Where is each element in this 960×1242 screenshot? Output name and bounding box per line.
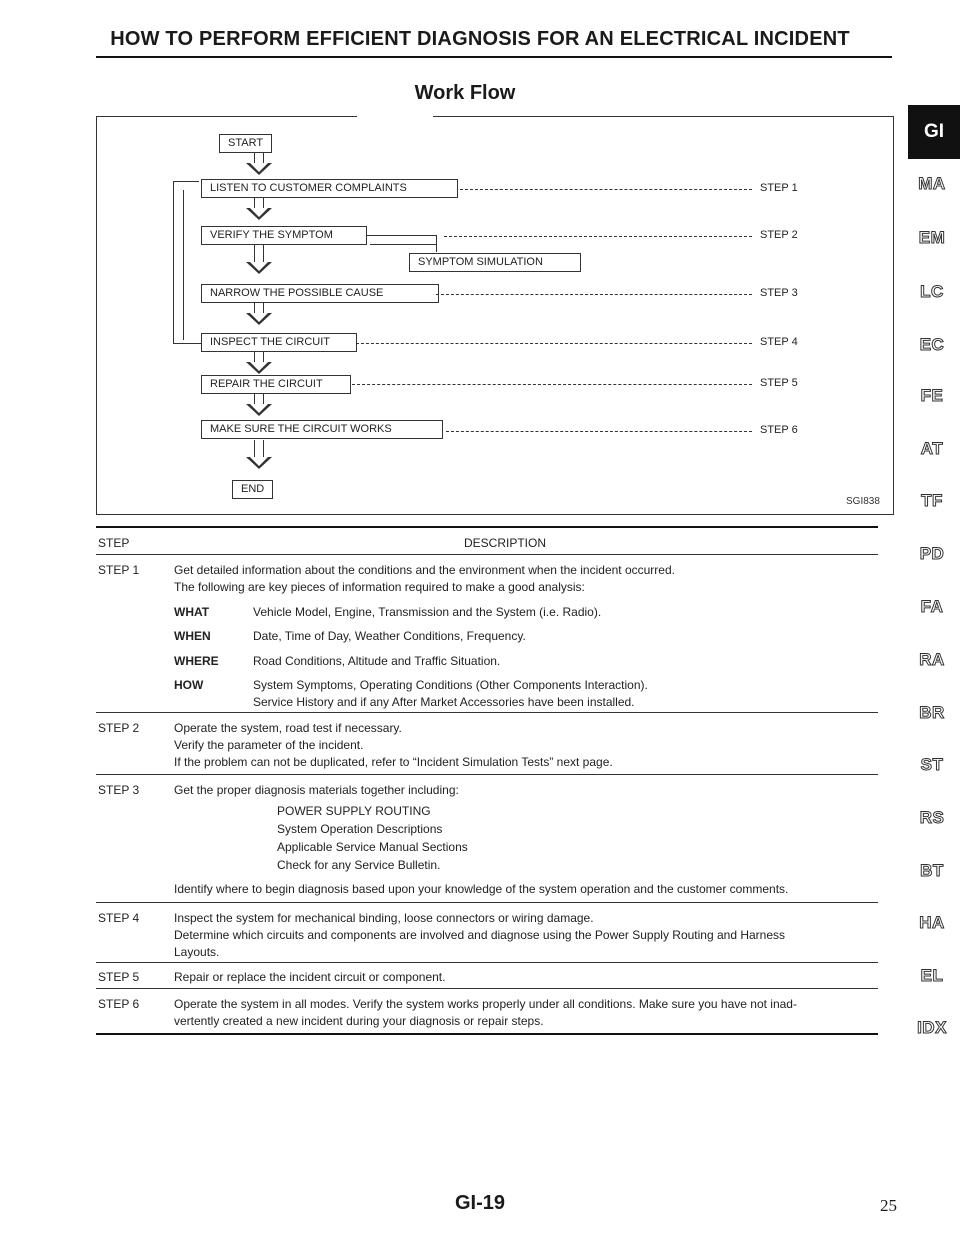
flow-arrow-icon <box>246 313 272 325</box>
side-tab-ha[interactable]: HA <box>919 913 945 932</box>
feedback-line-top <box>173 181 199 182</box>
flow-arrow-shaft <box>254 153 264 163</box>
side-tab-pd[interactable]: PD <box>919 544 945 563</box>
flow-branch-line <box>370 244 436 245</box>
side-tab-rs[interactable]: RS <box>919 808 945 827</box>
row-step-label: STEP 3 <box>98 783 140 797</box>
flow-arrow-icon <box>246 404 272 416</box>
table-header-rule <box>96 554 878 555</box>
feedback-line-bottom <box>173 343 203 344</box>
description-line: Operate the system in all modes. Verify the system works properly under all conditions. Make sure you have not inad- <box>174 997 797 1011</box>
side-tab-ra[interactable]: RA <box>919 650 945 669</box>
side-tab-em[interactable]: EM <box>918 228 946 247</box>
page-code: GI-19 <box>454 1192 506 1214</box>
side-tab-fe[interactable]: FE <box>920 386 944 405</box>
table-header-description: DESCRIPTION <box>464 536 547 550</box>
flow-arrow-shaft <box>254 303 264 313</box>
flow-arrow-icon <box>246 262 272 274</box>
description-line: Verify the parameter of the incident. <box>174 738 364 752</box>
flow-dash-step4 <box>356 343 752 344</box>
flow-arrow-shaft <box>254 394 264 404</box>
flow-box-step4: INSPECT THE CIRCUIT <box>201 333 357 352</box>
flow-label-step6: STEP 6 <box>760 424 798 436</box>
flow-box-step6: MAKE SURE THE CIRCUIT WORKS <box>201 420 443 439</box>
flow-branch-line <box>366 235 436 236</box>
flow-dash-step1 <box>460 189 752 190</box>
flow-branch-line <box>436 235 437 252</box>
flow-box-symptom-simulation: SYMPTOM SIMULATION <box>409 253 581 272</box>
page-title: HOW TO PERFORM EFFICIENT DIAGNOSIS FOR AN ELECTRICAL INCIDENT <box>110 28 850 50</box>
flow-arrow-shaft <box>254 245 264 263</box>
flow-arrow-shaft <box>254 352 264 362</box>
description-line: Layouts. <box>174 945 220 959</box>
side-tab-lc[interactable]: LC <box>920 282 944 301</box>
term-text: Vehicle Model, Engine, Transmission and the System (i.e. Radio). <box>253 605 602 619</box>
flow-label-step5: STEP 5 <box>760 377 798 389</box>
term-text: Service History and if any After Market Accessories have been installed. <box>253 695 635 709</box>
flow-label-step3: STEP 3 <box>760 287 798 299</box>
feedback-line-inner <box>183 190 184 340</box>
row-rule <box>96 902 878 903</box>
side-tab-el[interactable]: EL <box>920 966 944 985</box>
term-text: Date, Time of Day, Weather Conditions, Frequency. <box>253 629 526 643</box>
description-line: Get the proper diagnosis materials together including: <box>174 783 459 797</box>
description-line: Repair or replace the incident circuit or component. <box>174 970 446 984</box>
row-step-label: STEP 5 <box>98 970 140 984</box>
table-top-rule <box>96 526 878 528</box>
description-list-item: System Operation Descriptions <box>277 822 443 836</box>
description-line: Identify where to begin diagnosis based upon your knowledge of the system operation and the customer comments. <box>174 882 789 896</box>
flow-dash-step6 <box>446 431 752 432</box>
flowchart-frame <box>96 116 894 515</box>
side-tab-st[interactable]: ST <box>920 755 944 774</box>
flow-arrow-shaft <box>254 198 264 208</box>
term-label: WHAT <box>174 605 210 619</box>
description-list-item: Check for any Service Bulletin. <box>277 858 441 872</box>
side-tab-idx[interactable]: IDX <box>917 1018 947 1037</box>
flow-dash-step5 <box>352 384 752 385</box>
description-list-item: Applicable Service Manual Sections <box>277 840 468 854</box>
title-underline <box>96 56 892 58</box>
flow-label-step4: STEP 4 <box>760 336 798 348</box>
description-line: Get detailed information about the conditions and the environment when the incident occurred. <box>174 563 675 577</box>
term-label: WHEN <box>174 629 211 643</box>
page-number: 25 <box>880 1196 897 1215</box>
side-tab-ec[interactable]: EC <box>919 335 945 354</box>
description-line: vertently created a new incident during your diagnosis or repair steps. <box>174 1014 544 1028</box>
description-line: If the problem can not be duplicated, refer to “Incident Simulation Tests” next page. <box>174 755 613 769</box>
row-rule <box>96 988 878 989</box>
flow-box-step1: LISTEN TO CUSTOMER COMPLAINTS <box>201 179 458 198</box>
description-line: The following are key pieces of information required to make a good analysis: <box>174 580 585 594</box>
term-label: WHERE <box>174 654 219 668</box>
term-label: HOW <box>174 678 204 692</box>
row-step-label: STEP 2 <box>98 721 140 735</box>
flow-label-step2: STEP 2 <box>760 229 798 241</box>
side-tab-ma[interactable]: MA <box>918 174 946 193</box>
row-step-label: STEP 4 <box>98 911 140 925</box>
description-list-item: POWER SUPPLY ROUTING <box>277 804 431 818</box>
flow-arrow-icon <box>246 163 272 175</box>
figure-id: SGI838 <box>846 496 880 507</box>
table-header-step: STEP <box>98 536 130 550</box>
row-step-label: STEP 1 <box>98 563 140 577</box>
flow-arrow-shaft <box>254 440 264 458</box>
flow-box-step2: VERIFY THE SYMPTOM <box>201 226 367 245</box>
side-tab-tf[interactable]: TF <box>921 491 943 510</box>
side-tab-at[interactable]: AT <box>920 439 944 458</box>
flow-dash-step2 <box>444 236 752 237</box>
flow-box-step5: REPAIR THE CIRCUIT <box>201 375 351 394</box>
table-bottom-rule <box>96 1033 878 1035</box>
row-rule <box>96 712 878 713</box>
flow-arrow-icon <box>246 457 272 469</box>
row-rule <box>96 774 878 775</box>
flow-arrow-icon <box>246 362 272 374</box>
term-text: Road Conditions, Altitude and Traffic Situation. <box>253 654 501 668</box>
flow-start-box: START <box>219 134 272 153</box>
feedback-line <box>173 181 174 343</box>
side-tab-bt[interactable]: BT <box>920 861 944 880</box>
flow-box-step3: NARROW THE POSSIBLE CAUSE <box>201 284 439 303</box>
side-tab-br[interactable]: BR <box>919 703 945 722</box>
flow-end-box: END <box>232 480 273 499</box>
row-rule <box>96 962 878 963</box>
term-text: System Symptoms, Operating Conditions (Other Components Interaction). <box>253 678 648 692</box>
flow-dash-step3 <box>436 294 752 295</box>
section-title: Work Flow <box>414 82 516 104</box>
side-tab-fa[interactable]: FA <box>920 597 944 616</box>
row-step-label: STEP 6 <box>98 997 140 1011</box>
description-line: Determine which circuits and components are involved and diagnose using the Power Supply Routing and Harness <box>174 928 786 942</box>
flow-arrow-icon <box>246 208 272 220</box>
description-line: Inspect the system for mechanical binding, loose connectors or wiring damage. <box>174 911 594 925</box>
description-line: Operate the system, road test if necessary. <box>174 721 402 735</box>
flow-label-step1: STEP 1 <box>760 182 798 194</box>
side-tab-gi[interactable]: GI <box>908 105 960 159</box>
